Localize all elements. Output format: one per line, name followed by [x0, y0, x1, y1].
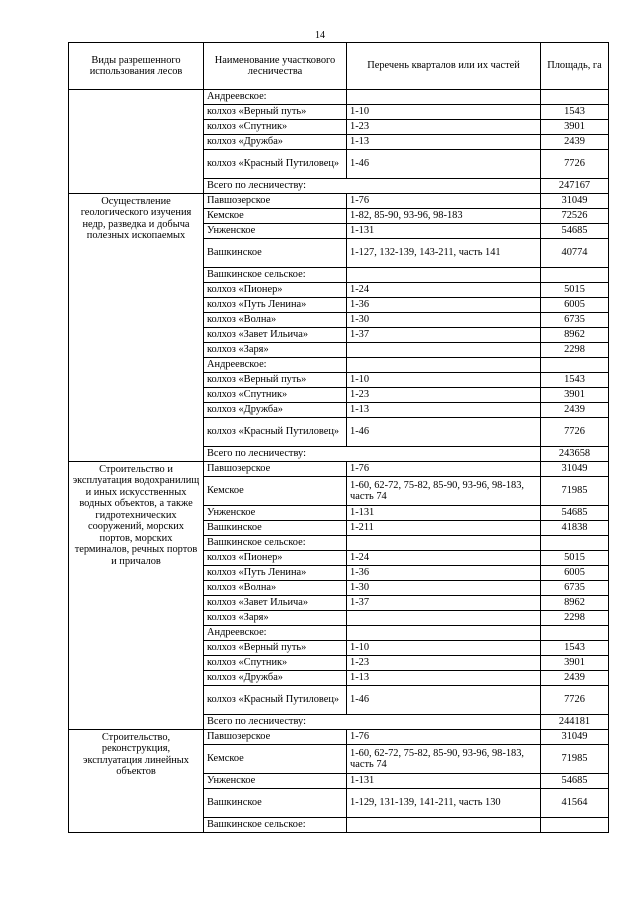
area-cell: 41838: [541, 521, 609, 536]
header-area: Площадь, га: [541, 43, 609, 90]
area-cell: 6735: [541, 581, 609, 596]
use-type-cell: Строительство и эксплуатация водохранилищ и иных искусственных водных объектов, а также гидротехнических сооружений, морских портов, морских терминалов, речных портов и причалов: [69, 462, 204, 730]
area-cell: 2298: [541, 343, 609, 358]
forestry-name-cell: колхоз «Волна»: [204, 581, 347, 596]
area-cell: [541, 358, 609, 373]
forestry-name-cell: Унженское: [204, 774, 347, 789]
total-area-cell: 244181: [541, 715, 609, 730]
forestry-name-cell: колхоз «Заря»: [204, 611, 347, 626]
area-cell: 8962: [541, 596, 609, 611]
area-cell: [541, 268, 609, 283]
group-name-cell: Вашкинское сельское:: [204, 818, 347, 833]
quarters-cell: 1-36: [347, 298, 541, 313]
quarters-cell: 1-46: [347, 150, 541, 179]
forestry-name-cell: Кемское: [204, 477, 347, 506]
area-cell: 5015: [541, 551, 609, 566]
total-area-cell: 243658: [541, 447, 609, 462]
area-cell: 72526: [541, 209, 609, 224]
forestry-name-cell: Кемское: [204, 209, 347, 224]
quarters-cell: 1-23: [347, 388, 541, 403]
area-cell: 2439: [541, 135, 609, 150]
total-area-cell: 247167: [541, 179, 609, 194]
quarters-cell: [347, 268, 541, 283]
area-cell: [541, 90, 609, 105]
header-quarters: Перечень кварталов или их частей: [347, 43, 541, 90]
group-row: [69, 90, 609, 105]
area-cell: 41564: [541, 789, 609, 818]
quarters-cell: 1-211: [347, 521, 541, 536]
quarters-cell: 1-76: [347, 462, 541, 477]
quarters-cell: [347, 818, 541, 833]
quarters-cell: 1-131: [347, 224, 541, 239]
forestry-name-cell: колхоз «Дружба»: [204, 671, 347, 686]
quarters-cell: 1-10: [347, 641, 541, 656]
area-cell: 1543: [541, 373, 609, 388]
area-cell: 2298: [541, 611, 609, 626]
area-cell: 7726: [541, 418, 609, 447]
forestry-name-cell: колхоз «Спутник»: [204, 656, 347, 671]
area-cell: 2439: [541, 403, 609, 418]
forestry-name-cell: колхоз «Путь Ленина»: [204, 298, 347, 313]
quarters-cell: [347, 343, 541, 358]
area-cell: 2439: [541, 671, 609, 686]
forestry-name-cell: Унженское: [204, 506, 347, 521]
area-cell: 7726: [541, 686, 609, 715]
forestry-name-cell: Павшозерское: [204, 730, 347, 745]
area-cell: [541, 818, 609, 833]
area-cell: 3901: [541, 120, 609, 135]
quarters-cell: [347, 90, 541, 105]
group-name-cell: Андреевское:: [204, 90, 347, 105]
total-label-cell: Всего по лесничеству:: [204, 715, 541, 730]
quarters-cell: 1-23: [347, 120, 541, 135]
area-cell: [541, 626, 609, 641]
forestry-name-cell: колхоз «Верный путь»: [204, 373, 347, 388]
total-label-cell: Всего по лесничеству:: [204, 447, 541, 462]
area-cell: 54685: [541, 774, 609, 789]
quarters-cell: 1-30: [347, 581, 541, 596]
quarters-cell: 1-60, 62-72, 75-82, 85-90, 93-96, 98-183, часть 74: [347, 477, 541, 506]
forestry-name-cell: колхоз «Верный путь»: [204, 641, 347, 656]
quarters-cell: 1-36: [347, 566, 541, 581]
forestry-name-cell: колхоз «Дружба»: [204, 403, 347, 418]
table-body: [69, 90, 609, 833]
area-cell: 31049: [541, 194, 609, 209]
forestry-name-cell: Павшозерское: [204, 194, 347, 209]
forestry-name-cell: колхоз «Спутник»: [204, 120, 347, 135]
area-cell: 7726: [541, 150, 609, 179]
quarters-cell: 1-37: [347, 596, 541, 611]
quarters-cell: 1-129, 131-139, 141-211, часть 130: [347, 789, 541, 818]
quarters-cell: 1-131: [347, 774, 541, 789]
forest-use-table: [68, 42, 609, 833]
table-row: [69, 462, 609, 477]
quarters-cell: 1-24: [347, 551, 541, 566]
quarters-cell: 1-23: [347, 656, 541, 671]
area-cell: 31049: [541, 462, 609, 477]
quarters-cell: [347, 611, 541, 626]
forestry-name-cell: Вашкинское: [204, 521, 347, 536]
total-label-cell: Всего по лесничеству:: [204, 179, 541, 194]
area-cell: 1543: [541, 105, 609, 120]
quarters-cell: 1-13: [347, 671, 541, 686]
area-cell: 40774: [541, 239, 609, 268]
quarters-cell: 1-10: [347, 105, 541, 120]
quarters-cell: 1-76: [347, 194, 541, 209]
forestry-name-cell: колхоз «Верный путь»: [204, 105, 347, 120]
forestry-name-cell: Кемское: [204, 745, 347, 774]
forestry-name-cell: колхоз «Завет Ильича»: [204, 596, 347, 611]
header-use-type: Виды разрешенного использования лесов: [69, 43, 204, 90]
quarters-cell: 1-10: [347, 373, 541, 388]
quarters-cell: 1-30: [347, 313, 541, 328]
forestry-name-cell: колхоз «Пионер»: [204, 551, 347, 566]
quarters-cell: 1-37: [347, 328, 541, 343]
area-cell: 6735: [541, 313, 609, 328]
forestry-name-cell: колхоз «Пионер»: [204, 283, 347, 298]
quarters-cell: 1-60, 62-72, 75-82, 85-90, 93-96, 98-183, часть 74: [347, 745, 541, 774]
forestry-name-cell: Павшозерское: [204, 462, 347, 477]
quarters-cell: [347, 536, 541, 551]
quarters-cell: 1-13: [347, 403, 541, 418]
area-cell: [541, 536, 609, 551]
forestry-name-cell: Вашкинское: [204, 789, 347, 818]
area-cell: 31049: [541, 730, 609, 745]
quarters-cell: 1-131: [347, 506, 541, 521]
area-cell: 5015: [541, 283, 609, 298]
group-name-cell: Андреевское:: [204, 358, 347, 373]
quarters-cell: 1-127, 132-139, 143-211, часть 141: [347, 239, 541, 268]
forestry-name-cell: колхоз «Спутник»: [204, 388, 347, 403]
use-type-cell: Осуществление геологического изучения недр, разведка и добыча полезных ископаемых: [69, 194, 204, 462]
forestry-name-cell: Унженское: [204, 224, 347, 239]
area-cell: 3901: [541, 388, 609, 403]
area-cell: 71985: [541, 745, 609, 774]
forestry-name-cell: колхоз «Красный Путиловец»: [204, 418, 347, 447]
quarters-cell: 1-76: [347, 730, 541, 745]
group-name-cell: Вашкинское сельское:: [204, 268, 347, 283]
page-number: 14: [315, 30, 325, 41]
use-type-cell: [69, 90, 204, 194]
use-type-cell: Строительство, реконструкция, эксплуатация линейных объектов: [69, 730, 204, 833]
quarters-cell: 1-46: [347, 418, 541, 447]
area-cell: 3901: [541, 656, 609, 671]
forestry-name-cell: колхоз «Завет Ильича»: [204, 328, 347, 343]
quarters-cell: [347, 626, 541, 641]
area-cell: 6005: [541, 298, 609, 313]
area-cell: 8962: [541, 328, 609, 343]
forestry-name-cell: колхоз «Дружба»: [204, 135, 347, 150]
group-name-cell: Андреевское:: [204, 626, 347, 641]
area-cell: 54685: [541, 506, 609, 521]
quarters-cell: 1-24: [347, 283, 541, 298]
area-cell: 54685: [541, 224, 609, 239]
forestry-name-cell: колхоз «Заря»: [204, 343, 347, 358]
area-cell: 71985: [541, 477, 609, 506]
forestry-name-cell: колхоз «Путь Ленина»: [204, 566, 347, 581]
quarters-cell: 1-13: [347, 135, 541, 150]
table-row: [69, 730, 609, 745]
forestry-name-cell: колхоз «Красный Путиловец»: [204, 686, 347, 715]
table-header-row: [69, 43, 609, 90]
forestry-name-cell: Вашкинское: [204, 239, 347, 268]
area-cell: 6005: [541, 566, 609, 581]
forestry-name-cell: колхоз «Красный Путиловец»: [204, 150, 347, 179]
quarters-cell: 1-46: [347, 686, 541, 715]
forestry-name-cell: колхоз «Волна»: [204, 313, 347, 328]
header-forestry-name: Наименование участкового лесничества: [204, 43, 347, 90]
group-name-cell: Вашкинское сельское:: [204, 536, 347, 551]
quarters-cell: [347, 358, 541, 373]
area-cell: 1543: [541, 641, 609, 656]
quarters-cell: 1-82, 85-90, 93-96, 98-183: [347, 209, 541, 224]
table-row: [69, 194, 609, 209]
